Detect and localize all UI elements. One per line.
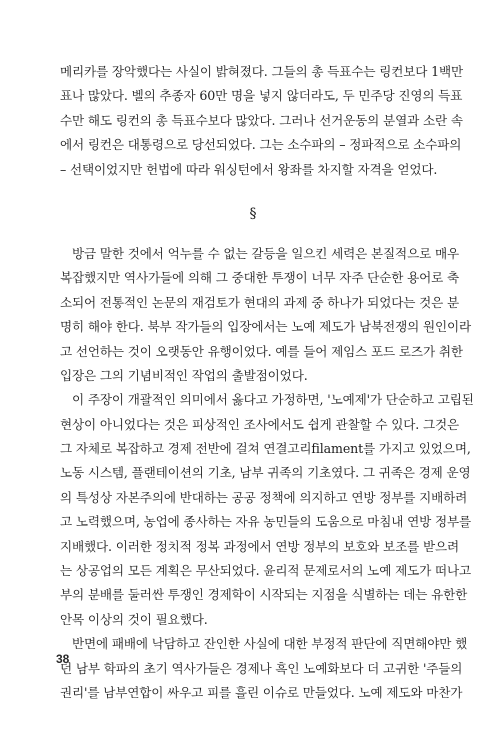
- text-line: 그 자체로 복잡하고 경제 전반에 걸쳐 연결고리filament를 가지고 있었으며,: [60, 441, 471, 457]
- text-line: 고 노력했으며, 농업에 종사하는 자유 농민들의 도움으로 마침내 연방 정부를: [60, 514, 472, 530]
- page-number: 38: [56, 652, 70, 666]
- text-line: – 선택이었지만 헌법에 따라 워싱턴에서 왕좌를 차지할 자격을 얻었다.: [60, 161, 438, 177]
- text-line: 고 선언하는 것이 오랫동안 유행이었다. 예를 들어 제임스 포드 로즈가 취한: [60, 343, 463, 359]
- text-line: 부의 분배를 둘러싼 투쟁인 경제학이 시작되는 지점을 식별하는 데는 유한한: [60, 587, 468, 603]
- text-line: 소되어 전통적인 논문의 재검토가 현대의 과제 중 하나가 되었다는 것은 분: [60, 294, 459, 310]
- text-line: 이 주장이 개괄적인 의미에서 옳다고 가정하면, '노예제'가 단순하고 고립된: [72, 392, 474, 408]
- text-line: 지배했다. 이러한 정치적 정복 과정에서 연방 정부의 보호와 보조를 받으려: [60, 538, 459, 554]
- text-line: 메리카를 장악했다는 사실이 밝혀졌다. 그들의 총 득표수는 링컨보다 1백만: [60, 64, 464, 79]
- text-line: 반면에 패배에 낙담하고 잔인한 사실에 대한 부정적 판단에 직면해야만 했: [72, 636, 468, 652]
- text-line: 현상이 아니었다는 것은 피상적인 조사에서도 쉽게 관찰할 수 있다. 그것은: [60, 416, 459, 432]
- page-body: [60, 60, 474, 705]
- section-mark: §: [249, 205, 257, 222]
- text-line: 권리'를 남부연합이 싸우고 피를 흘린 이슈로 만들었다. 노예 제도와 마찬가: [60, 684, 463, 700]
- text-line: 노동 시스템, 플랜테이션의 기초, 남부 귀족의 기초였다. 그 귀족은 경제 운영: [60, 465, 471, 481]
- paragraph: [60, 388, 474, 632]
- text-line: 복잡했지만 역사가들에 의해 그 중대한 투쟁이 너무 자주 단순한 용어로 축: [60, 270, 459, 286]
- text-line: 는 상공업의 모든 계획은 무산되었다. 윤리적 문제로서의 노예 제도가 떠나고: [60, 563, 472, 579]
- text-line: 에서 링컨은 대통령으로 당선되었다. 그는 소수파의 – 정파적으로 소수파의: [60, 137, 462, 153]
- text-line: 명히 해야 한다. 북부 작가들의 입장에서는 노예 제도가 남북전쟁의 원인이라: [60, 319, 472, 335]
- paragraph: [60, 60, 464, 182]
- text-line: 방금 말한 것에서 억누를 수 없는 갈등을 일으킨 세력은 본질적으로 매우: [72, 245, 459, 261]
- text-line: 입장은 그의 기념비적인 작업의 출발점이었다.: [60, 367, 308, 383]
- paragraph: [60, 632, 468, 705]
- text-line: 의 특성상 자본주의에 반대하는 공공 정책에 의지하고 연방 정부를 지배하려: [60, 489, 468, 505]
- text-line: 안목 이상의 것이 필요했다.: [60, 611, 208, 627]
- text-line: 던 남부 학파의 초기 역사가들은 경제나 흑인 노예화보다 더 고귀한 '주들의: [60, 660, 463, 676]
- text-line: 수만 해도 링컨의 총 득표수보다 많았다. 그러나 선거운동의 분열과 소란 속: [60, 112, 463, 128]
- paragraph: [60, 242, 472, 388]
- text-line: 표나 많았다. 벨의 추종자 60만 명을 넣지 않더라도, 두 민주당 진영의 득표: [60, 88, 463, 104]
